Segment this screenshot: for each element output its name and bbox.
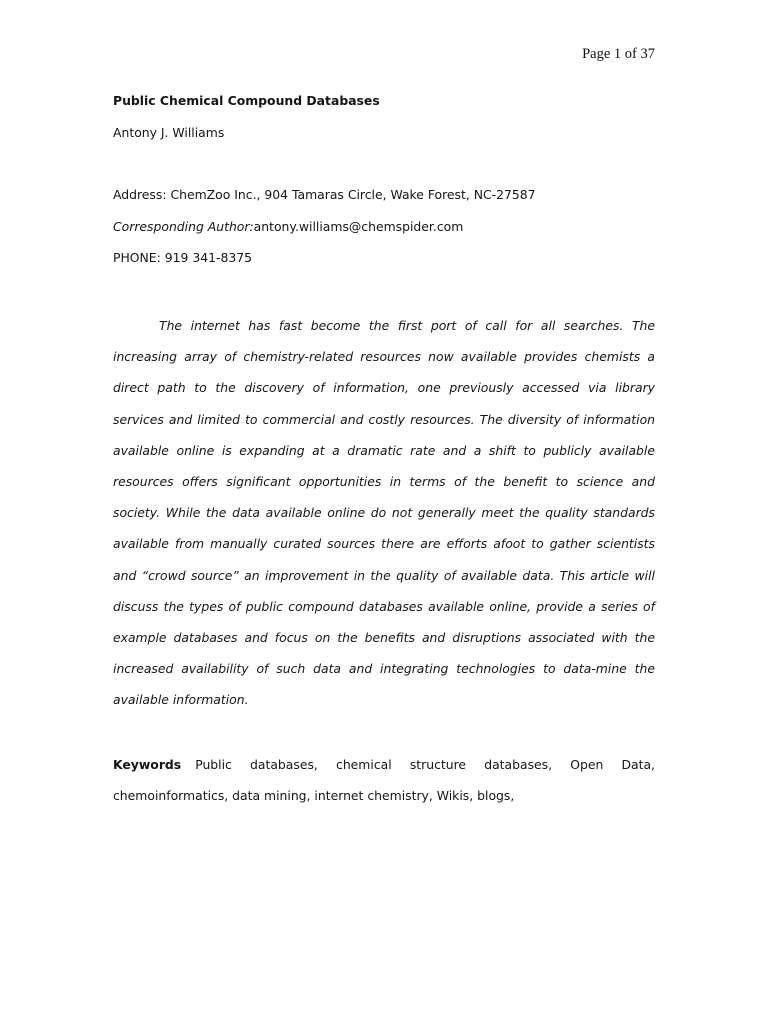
paper-title: Public Chemical Compound Databases bbox=[113, 93, 380, 108]
corresponding-author-label: Corresponding Author: bbox=[113, 219, 254, 234]
corresponding-author bbox=[113, 218, 655, 236]
page-content bbox=[113, 92, 655, 812]
keywords-section bbox=[113, 749, 655, 812]
keywords-label: Keywords bbox=[113, 756, 182, 772]
page-number: Page 1 of 37 bbox=[582, 46, 655, 62]
corresponding-author-email: antony.williams@chemspider.com bbox=[253, 219, 464, 234]
author-name: Antony J. Williams bbox=[113, 125, 225, 140]
abstract-paragraph: The internet has fast become the first port of call for all searches. The increasing array of chemistry-related resources now available provides chemists a direct path to the discovery of information, one previously accessed via library services and limited to commercial and costly resources. The diversity of information available online is expanding at a dramatic rate and a shift to publicly available resources offers significant opportunities in terms of the benefit to science and society. While the data available online do not generally meet the quality standards available from manually curated sources there are efforts afoot to gather scientists and “crowd source” an improvement in the quality of available data. This article will discuss the types of public compound databases available online, provide a series of example databases and focus on the benefits and disruptions associated with the increased availability of such data and integrating technologies to data-mine the available information. bbox=[113, 318, 655, 708]
author-phone: PHONE: 919 341-8375 bbox=[113, 250, 252, 265]
author-address: Address: ChemZoo Inc., 904 Tamaras Circle, Wake Forest, NC-27587 bbox=[113, 187, 536, 202]
keywords-list: Public databases, chemical structure databases, Open Data, chemoinformatics, data mining, internet chemistry, Wikis, blogs, bbox=[113, 756, 655, 804]
